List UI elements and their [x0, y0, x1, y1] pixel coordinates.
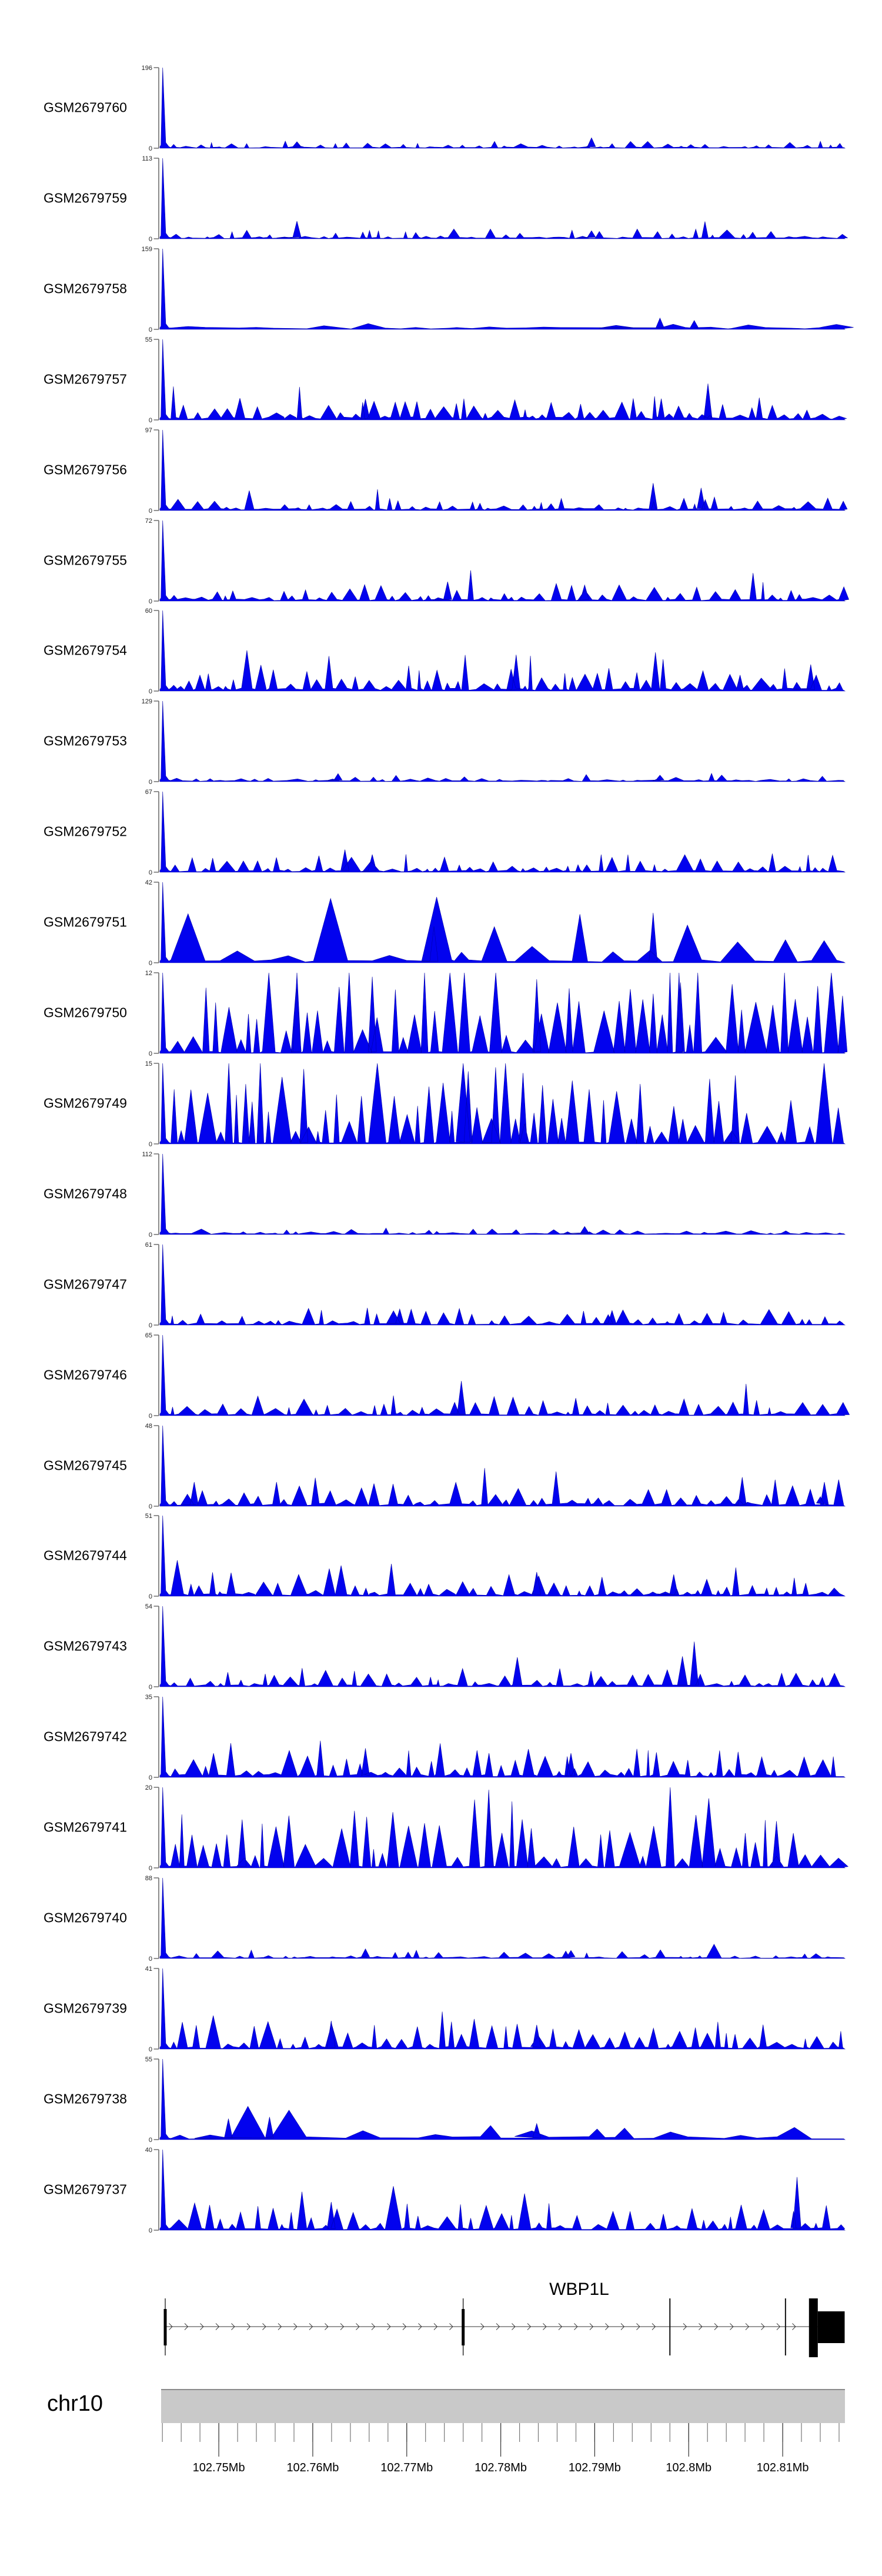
y-max-label: 67 [145, 789, 152, 796]
coverage-track [0, 1328, 882, 1423]
coverage-track [0, 151, 882, 246]
coverage-area [160, 610, 845, 691]
y-zero-label: 0 [148, 869, 152, 877]
coverage-plot [141, 242, 847, 336]
sample-label: GSM2679757 [44, 371, 127, 387]
coverage-plot [146, 2143, 847, 2237]
sample-label: GSM2679755 [44, 552, 127, 568]
y-max-label: 88 [145, 1875, 152, 1882]
y-max-label: 41 [145, 1965, 152, 1973]
coverage-track [0, 1237, 882, 1332]
track-y-axis [154, 520, 159, 601]
y-max-label: 97 [145, 426, 152, 434]
track-y-axis [154, 249, 159, 329]
sample-label: GSM2679744 [44, 1547, 127, 1563]
y-zero-label: 0 [148, 1231, 152, 1239]
y-max-label: 60 [145, 608, 152, 615]
y-max-label: 113 [142, 155, 152, 162]
y-max-label: 42 [145, 879, 152, 887]
track-y-axis [154, 2150, 159, 2230]
coverage-area [160, 1787, 848, 1868]
track-y-axis [154, 1244, 159, 1325]
sample-label: GSM2679746 [44, 1367, 127, 1383]
coverage-plot [146, 1509, 847, 1603]
coverage-plot [146, 1599, 847, 1694]
y-zero-label: 0 [148, 1412, 152, 1420]
sample-label: GSM2679743 [44, 1638, 127, 1654]
coverage-track [0, 1056, 882, 1151]
coverage-plot [146, 513, 847, 608]
sample-label: GSM2679753 [44, 733, 127, 749]
y-max-label: 54 [145, 1603, 152, 1611]
y-max-label: 51 [145, 1513, 152, 1520]
coverage-plot [146, 785, 847, 879]
y-max-label: 112 [142, 1150, 152, 1158]
track-y-axis [154, 430, 159, 510]
axis-tick-label: 102.77Mb [380, 2461, 433, 2474]
coverage-track [0, 1871, 882, 1966]
coverage-plot [142, 1147, 847, 1242]
y-zero-label: 0 [148, 779, 152, 786]
coverage-area [160, 1426, 845, 1506]
chromosome-bar [161, 2389, 845, 2423]
coverage-plot [146, 423, 847, 518]
coverage-plot [146, 966, 847, 1060]
track-y-axis [154, 1787, 159, 1868]
sample-label: GSM2679742 [44, 1729, 127, 1744]
coverage-track [0, 2052, 882, 2147]
coverage-plot [146, 2052, 847, 2147]
y-max-label: 40 [145, 2146, 152, 2154]
chromosome-ruler [0, 2376, 882, 2511]
track-y-axis [154, 1516, 159, 1596]
y-max-label: 55 [145, 336, 152, 343]
sample-label: GSM2679749 [44, 1095, 127, 1111]
coverage-track [0, 1599, 882, 1694]
y-zero-label: 0 [148, 688, 152, 696]
y-max-label: 129 [141, 698, 152, 706]
coverage-plot [146, 603, 847, 698]
coverage-area [160, 973, 847, 1053]
coverage-track [0, 1961, 882, 2056]
coverage-plot [146, 1690, 847, 1784]
coverage-area [160, 520, 849, 601]
coverage-plot [146, 875, 847, 970]
y-zero-label: 0 [148, 2227, 152, 2234]
coverage-track [0, 61, 882, 155]
y-zero-label: 0 [148, 2046, 152, 2053]
coverage-plot [146, 1871, 847, 1966]
track-y-axis [154, 610, 159, 691]
track-y-axis [154, 792, 159, 872]
coverage-area [160, 2150, 845, 2230]
y-zero-label: 0 [148, 1956, 152, 1963]
y-zero-label: 0 [148, 960, 152, 967]
coverage-area [160, 2059, 845, 2140]
y-max-label: 61 [145, 1241, 152, 1249]
coverage-area [160, 1244, 845, 1325]
gene-annotation-track [0, 2258, 882, 2382]
coverage-area [160, 792, 845, 872]
track-y-axis [154, 1697, 159, 1777]
coverage-track [0, 966, 882, 1060]
track-y-axis [154, 1878, 159, 1958]
sample-label: GSM2679760 [44, 99, 127, 115]
track-y-axis [154, 1426, 159, 1506]
sample-label: GSM2679738 [44, 2091, 127, 2107]
coverage-track [0, 423, 882, 518]
y-zero-label: 0 [148, 145, 152, 152]
coverage-track [0, 694, 882, 789]
coverage-area [160, 158, 847, 239]
axis-tick-label: 102.81Mb [756, 2461, 809, 2474]
y-zero-label: 0 [148, 416, 152, 424]
track-y-axis [154, 2059, 159, 2140]
y-zero-label: 0 [148, 1140, 152, 1148]
chromosome-label: chr10 [47, 2391, 103, 2416]
axis-tick-label: 102.8Mb [666, 2461, 712, 2474]
y-max-label: 159 [141, 245, 152, 253]
track-y-axis [154, 68, 159, 148]
track-y-axis [154, 701, 159, 782]
coverage-track [0, 875, 882, 970]
axis-tick-label: 102.78Mb [475, 2461, 527, 2474]
coverage-area [160, 249, 854, 329]
coverage-plot [141, 694, 847, 789]
terminal-exon-tall-box [809, 2298, 818, 2357]
coverage-area [160, 1878, 845, 1958]
coverage-track [0, 242, 882, 336]
y-max-label: 20 [145, 1784, 152, 1792]
y-zero-label: 0 [148, 1865, 152, 1873]
coverage-area [160, 339, 847, 420]
coverage-plot [146, 1237, 847, 1332]
sample-label: GSM2679741 [44, 1819, 127, 1835]
y-max-label: 35 [145, 1694, 152, 1701]
coverage-plot [146, 332, 847, 427]
coverage-track [0, 332, 882, 427]
coverage-track [0, 1780, 882, 1875]
terminal-exon-wide-box [818, 2311, 845, 2343]
coverage-area [160, 1697, 845, 1777]
y-zero-label: 0 [148, 235, 152, 243]
coverage-area [160, 68, 845, 148]
coverage-area [160, 882, 845, 963]
coverage-plot [141, 61, 847, 155]
sample-label: GSM2679747 [44, 1276, 127, 1292]
coverage-plot [142, 151, 847, 246]
sample-label: GSM2679748 [44, 1186, 127, 1202]
coverage-track [0, 513, 882, 608]
axis-tick-label: 102.75Mb [192, 2461, 245, 2474]
coverage-track [0, 1147, 882, 1242]
sample-label: GSM2679756 [44, 462, 127, 478]
track-y-axis [154, 339, 159, 420]
coverage-area [160, 1516, 845, 1596]
coverage-area [160, 1063, 845, 1144]
y-zero-label: 0 [148, 2136, 152, 2144]
coverage-area [160, 1968, 845, 2049]
track-y-axis [154, 882, 159, 963]
track-y-axis [154, 1968, 159, 2049]
sample-label: GSM2679754 [44, 642, 127, 658]
coverage-area [160, 1606, 845, 1687]
sample-label: GSM2679758 [44, 281, 127, 296]
y-zero-label: 0 [148, 326, 152, 333]
coverage-plot [146, 1419, 847, 1513]
sample-label: GSM2679745 [44, 1457, 127, 1473]
sample-label: GSM2679752 [44, 823, 127, 839]
y-max-label: 48 [145, 1422, 152, 1430]
coverage-plot [146, 1780, 847, 1875]
y-max-label: 55 [145, 2056, 152, 2063]
coverage-area [160, 430, 847, 510]
y-zero-label: 0 [148, 598, 152, 605]
coverage-track [0, 2143, 882, 2237]
coverage-track [0, 1690, 882, 1784]
coverage-track [0, 1509, 882, 1603]
y-max-label: 12 [145, 970, 152, 977]
y-zero-label: 0 [148, 1774, 152, 1782]
coordinate-axis [0, 2376, 882, 2511]
sample-label: GSM2679750 [44, 1005, 127, 1020]
y-max-label: 72 [145, 517, 152, 525]
axis-tick-label: 102.76Mb [286, 2461, 339, 2474]
y-zero-label: 0 [148, 507, 152, 515]
track-y-axis [154, 1063, 159, 1144]
y-zero-label: 0 [148, 1503, 152, 1510]
coverage-track [0, 1419, 882, 1513]
track-y-axis [154, 158, 159, 239]
gene-name-label: WBP1L [549, 2280, 609, 2299]
coverage-track [0, 603, 882, 698]
track-y-axis [154, 1335, 159, 1416]
sample-label: GSM2679751 [44, 914, 127, 930]
y-zero-label: 0 [148, 1322, 152, 1329]
y-max-label: 15 [145, 1060, 152, 1067]
coverage-plot [146, 1961, 847, 2056]
sample-label: GSM2679739 [44, 2000, 127, 2016]
sample-label: GSM2679737 [44, 2181, 127, 2197]
track-y-axis [154, 1606, 159, 1687]
axis-tick-label: 102.79Mb [568, 2461, 621, 2474]
coverage-track [0, 785, 882, 879]
coverage-plot [146, 1328, 847, 1423]
track-y-axis [154, 973, 159, 1053]
track-y-axis [154, 1154, 159, 1234]
exon-box [164, 2309, 167, 2345]
exon-box [462, 2309, 465, 2345]
sample-label: GSM2679740 [44, 1910, 127, 1926]
sample-label: GSM2679759 [44, 190, 127, 206]
y-max-label: 196 [141, 65, 152, 72]
y-max-label: 65 [145, 1332, 152, 1339]
y-zero-label: 0 [148, 1050, 152, 1057]
y-zero-label: 0 [148, 1593, 152, 1601]
coverage-plot [146, 1056, 847, 1151]
gene-model [0, 2258, 882, 2382]
coverage-area [160, 701, 845, 782]
y-zero-label: 0 [148, 1684, 152, 1691]
coverage-area [160, 1154, 845, 1234]
coverage-area [160, 1335, 850, 1416]
